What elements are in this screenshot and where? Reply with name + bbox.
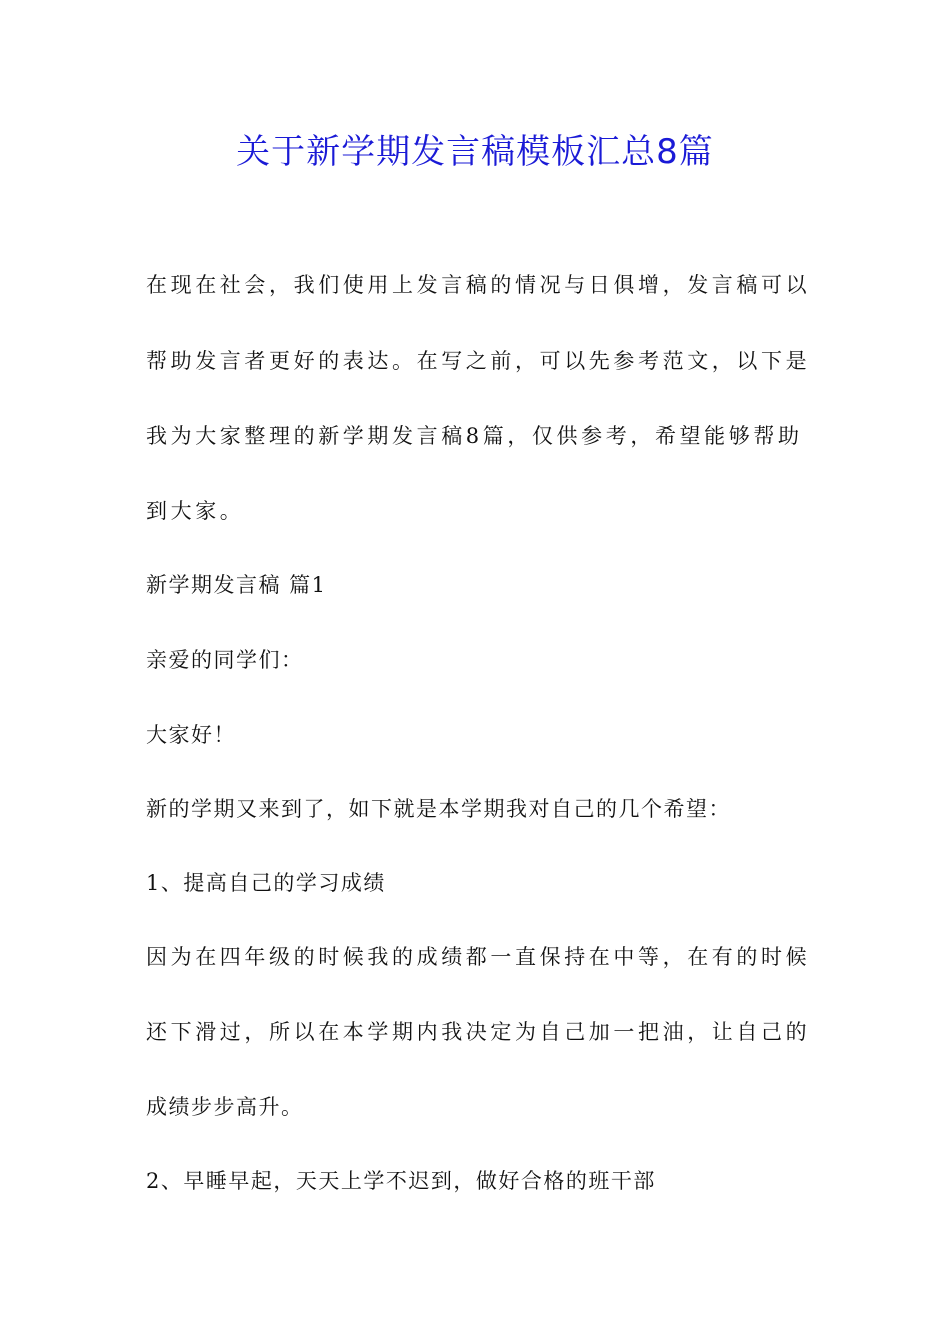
intro-line-3: 我为大家整理的新学期发言稿8篇，仅供参考，希望能够帮助 [146, 424, 803, 448]
item-2-heading: 2、早睡早起，天天上学不迟到，做好合格的班干部 [146, 1169, 656, 1193]
item-1-body-line-3: 成绩步步高升。 [146, 1095, 304, 1119]
intro-line-2: 帮助发言者更好的表达。在写之前，可以先参考范文，以下是 [146, 349, 811, 373]
intro-line-4: 到大家。 [146, 499, 245, 523]
section-heading: 新学期发言稿 篇1 [146, 573, 327, 597]
greeting: 大家好！ [146, 723, 236, 747]
item-1-body-line-2: 还下滑过，所以在本学期内我决定为自己加一把油，让自己的 [146, 1020, 811, 1044]
opening-paragraph: 新的学期又来到了，如下就是本学期我对自己的几个希望： [146, 797, 731, 821]
salutation: 亲爱的同学们： [146, 648, 304, 672]
item-1-heading: 1、提高自己的学习成绩 [146, 871, 386, 895]
document-title: 关于新学期发言稿模板汇总8篇 [236, 132, 714, 172]
intro-line-1: 在现在社会，我们使用上发言稿的情况与日俱增，发言稿可以 [146, 273, 811, 297]
item-1-body-line-1: 因为在四年级的时候我的成绩都一直保持在中等，在有的时候 [146, 945, 811, 969]
